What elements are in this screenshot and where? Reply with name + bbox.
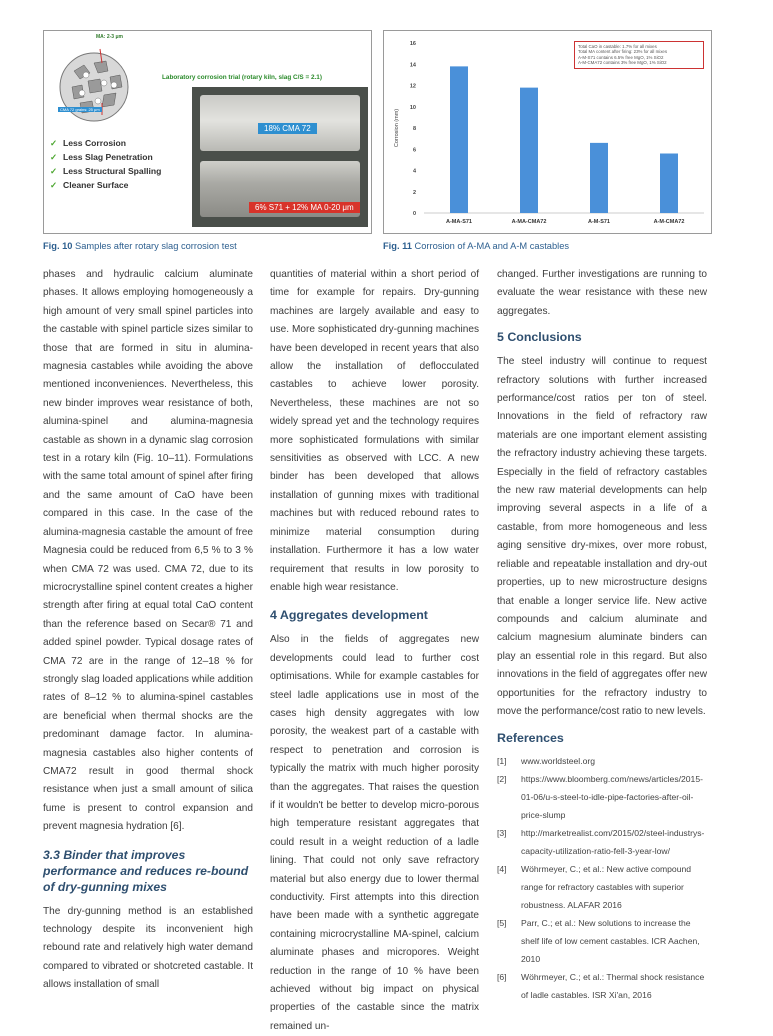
- reference-item: [6] Wöhrmeyer, C.; et al.: Thermal shock resistance of ladle castables. ISR Xi'an, 2016: [497, 972, 705, 1001]
- bar-a-ma-cma72: [520, 88, 538, 213]
- bar-a-m-cma72: [660, 154, 678, 214]
- y-tick-label: 12: [409, 83, 416, 90]
- reference-item: [1] www.worldsteel.org: [497, 756, 596, 767]
- y-tick-label: 4: [412, 168, 416, 175]
- paragraph: changed. Further investigations are running to evaluate the wear resistance with these new aggregates.: [497, 269, 707, 317]
- paragraph: The dry-gunning method is an established technology despite its inconvenient high rebound rate and relatively high water demand compared to vibrated or shotcreted castable. It allows installation of small: [43, 905, 253, 991]
- sample-label-cma72: 18% CMA 72: [258, 123, 317, 134]
- y-tick-label: 8: [412, 126, 416, 132]
- benefit-item: ✓ Less Corrosion: [50, 138, 127, 148]
- paragraph: Also in the fields of aggregates new developments could lead to further cost optimisations. While for example castables for steel ladle applications use in most of the cases high density aggregates with low porosity, the weakest part of a castable with respect to penetration and corrosion is typically the matrix with much higher porosity than the aggregates. That raises the question if it wouldn't be better to develop micro-porous high temperature resistant aggregates that could result in a weight reduction of a ladle lining. That could not only save refractory material but also energy due to lower thermal conductivity. First attempts into this direction have been made with a synthetic aggregate containing microcrystalline MA-spinel, calcium aluminate phases and micropores. Weight reduction in the range of 10 % have been achieved without big impact on physical properties of the castable since the matrix remained un-: [270, 634, 479, 1032]
- section-heading-4: 4 Aggregates development: [270, 608, 428, 623]
- section-heading-3-3: 3.3 Binder that improves performance and reduces re-bound of dry-gunning mixes: [43, 847, 249, 894]
- x-tick-label: A-M-S71: [587, 219, 611, 225]
- y-tick-label: 14: [409, 62, 416, 69]
- sample-label-s71: 6% S71 + 12% MA 0-20 μm: [249, 202, 360, 213]
- sample-photos: [192, 87, 368, 227]
- benefit-item: ✓ Less Slag Penetration: [50, 152, 153, 162]
- check-icon: ✓: [50, 166, 58, 176]
- y-tick-label: 2: [412, 189, 416, 196]
- figure-10-caption: Fig. 10 Samples after rotary slag corrosion test: [43, 241, 237, 251]
- references-list: [497, 752, 707, 1004]
- paragraph: phases and hydraulic calcium aluminate phases. It allows employing homogeneously a high amount of very small spinel particles into the castable with spinel particle sizes similar to those that are formed in situ in alumina-magnesia castables while avoiding the above mentioned inconveniences. Nevertheless, this new binder improves wear resistance of both, alumina-spinel and alumina-magnesia castable as shown in a dynamic slag corrosion test in a rotary kiln (Fig. 10–11). Formulations with the same total amount of spinel after firing and the same amount of CaO have been compared in this case. In the case of the alumina-magnesia castable the amount of free Magnesia could be reduced from 6,5 % to 3 % when CMA 72 was used. CMA 72, due to its microcrystalline spinel content creates a higher strength after firing at equal total CaO content than the reference based on Secar® 71 and added spinel powder. Typical dosage rates of CMA 72 are in the range of 12–18 % for strongly slag loaded applications while addition rates of 8–12 % to alumina-spinel castables are beneficial when thermal shocks are the predominant damage factor. In alumina-magnesia castables also higher contents of CMA72 result in good thermal shock resistance when just a small amount of silica fume is present to control expansion and prevent magnesia hydration [6].: [43, 269, 253, 833]
- paragraph: quantities of material within a short period of time for example for repairs. Dry-gunning machines are largely available and easy to use. More sophisticated dry-gunning machines have been developed in recent years that also allow the installation of deflocculated castables to achieve lower porosity. Nevertheless, these machines are not so widely spread yet and the technology requires more sophisticated formulations with similar sensitivities as observed with LCC. A new binder has been developed that allows installation of gunning mixes with traditional machines but with reduced rebound rates to minimize material consumption during installation. Furthermore it has a low water requirement that results in low porosity to enable high wear resistance.: [270, 269, 479, 593]
- benefit-item: ✓ Cleaner Surface: [50, 180, 129, 190]
- x-tick-label: A-M-CMA72: [653, 219, 685, 225]
- figure-11: [383, 30, 712, 234]
- legend-line: Total MA content after firing: 23% for all mixes: [578, 49, 668, 55]
- check-icon: ✓: [50, 138, 58, 148]
- check-icon: ✓: [50, 152, 58, 162]
- spinel-structure-schematic: [54, 41, 144, 131]
- reference-item: [4] Wöhrmeyer, C.; et al.: New active compound range for refractory castables with superior robustness. ALAFAR 2016: [497, 864, 692, 911]
- figure-11-caption: Fig. 11 Corrosion of A-MA and A-M castables: [383, 241, 570, 251]
- ma-label: MA: 2-3 μm: [96, 34, 123, 40]
- x-tick-label: A-MA-CMA72: [511, 219, 547, 225]
- y-tick-label: 6: [412, 147, 416, 154]
- reference-item: [3] http://marketrealist.com/2015/02/steel-industrys-capacity-utilization-ratio-fell-3-year-low/: [497, 828, 705, 857]
- reference-item: [5] Parr, C.; et al.: New solutions to increase the shelf life of low cement castables. ICR Aachen, 2010: [497, 918, 700, 965]
- cma-grains-label: CMA 72 grains: 25 μm: [60, 107, 100, 112]
- check-icon: ✓: [50, 180, 58, 190]
- benefits-list: [50, 138, 170, 194]
- section-heading-references: References: [497, 731, 564, 746]
- y-tick-label: 0: [412, 211, 416, 217]
- x-tick-label: A-MA-S71: [446, 219, 472, 225]
- y-axis-label: Corrosion (mm): [394, 108, 400, 148]
- y-tick-label: 16: [409, 41, 416, 47]
- legend-line: Total CaO in castable: 1.7% for all mixes: [578, 44, 657, 49]
- bar-a-m-s71: [590, 143, 608, 213]
- figure-10: [43, 30, 372, 234]
- column-1: [43, 266, 253, 995]
- bar-a-ma-s71: [450, 66, 468, 213]
- legend-line: A-M-CMA72 contains 3% free MgO, 1% SiO2: [578, 60, 667, 66]
- column-3: [497, 266, 707, 1004]
- y-tick-label: 10: [409, 104, 416, 111]
- section-heading-conclusions: 5 Conclusions: [497, 330, 582, 345]
- chart-legend: [574, 41, 704, 69]
- column-2: [270, 266, 479, 1036]
- reference-item: [2] https://www.bloomberg.com/news/articles/2015-01-06/u-s-steel-to-idle-pipe-factories-after-oil-price-slump: [497, 774, 703, 821]
- legend-line: A-M-S71 contains 6.5% free MgO, 1% SiO2: [578, 54, 664, 60]
- benefit-item: ✓ Less Structural Spalling: [50, 166, 162, 176]
- corrosion-trial-title: Laboratory corrosion trial (rotary kiln, slag C/S = 2.1): [162, 74, 322, 81]
- paragraph: The steel industry will continue to request refractory solutions with further increased performance/cost ratios per ton of steel. Innovations in the field of refractory raw materials are one important element assisting the refractory industry achieving these targets. Especially in the field of refractory castables the new raw material developments can help improving several aspects in a life of a castable, from more homogeneous and less aging sensitive dry-mixes, over more robust, reliable and repeatable installation and dry-out properties, up to new microstructure designs that enable a longer service life. New active compounds and calcium aluminate and calcium magnesium aluminate binders can play an essential role in this regard. But also innovations in the field of aggregates offer new opportunities for the refractory industry to move the performance/cost ratio to new levels.: [497, 356, 707, 717]
